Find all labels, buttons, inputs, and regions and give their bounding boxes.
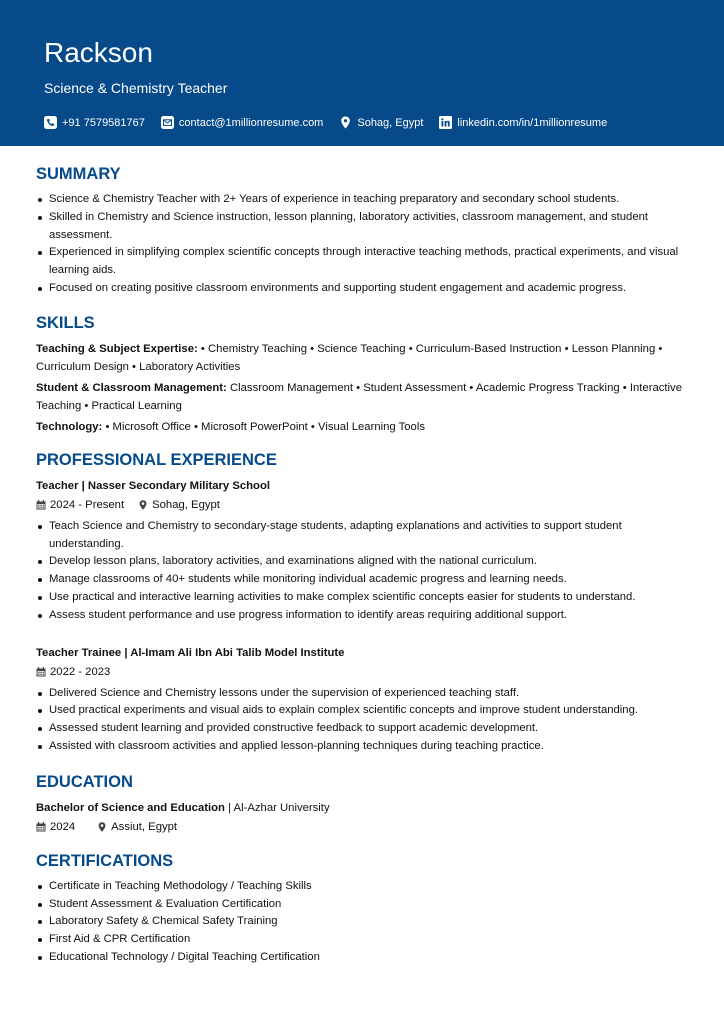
experience-section (36, 450, 688, 756)
resume-body (0, 164, 724, 967)
job-duty: Manage classrooms of 40+ students while monitoring individual academic progress and learning needs. (36, 571, 688, 589)
phone-text: +91 7579581767 (62, 116, 145, 129)
job-location: Sohag, Egypt (152, 498, 220, 511)
job-duty: Used practical experiments and visual aids to explain complex scientific concepts and improve student understanding. (36, 702, 688, 720)
education-section (36, 772, 688, 835)
location-text: Sohag, Egypt (357, 116, 424, 129)
skill-group-label: Student & Classroom Management: (36, 381, 227, 394)
job-dates: 2022 - 2023 (50, 665, 111, 678)
certifications-list (36, 878, 688, 967)
job-duty: Teach Science and Chemistry to secondary-stage students, adapting explanations and activities to support student understanding. (36, 518, 688, 554)
certification-item: Student Assessment & Evaluation Certification (36, 896, 688, 914)
contact-bar (44, 116, 623, 129)
skill-group-label: Technology: (36, 420, 103, 433)
calendar-icon (36, 667, 46, 677)
phone-icon (44, 116, 57, 129)
candidate-title: Science & Chemistry Teacher (44, 80, 228, 96)
location-pin-icon (97, 822, 107, 832)
summary-list (36, 191, 688, 298)
job-duty: Develop lesson plans, laboratory activities, and examinations aligned with the national curriculum. (36, 553, 688, 571)
certifications-section (36, 851, 688, 967)
job-title: Teacher | Nasser Secondary Military School (36, 479, 271, 492)
skill-group (36, 379, 688, 415)
job-duties (36, 518, 688, 625)
summary-heading: SUMMARY (36, 165, 121, 183)
certification-item: First Aid & CPR Certification (36, 931, 688, 949)
skill-group (36, 340, 688, 376)
skill-group-label: Teaching & Subject Expertise: (36, 342, 198, 355)
job-duty: Delivered Science and Chemistry lessons under the supervision of experienced teaching staff. (36, 685, 688, 703)
job-duty: Assess student performance and use progress information to identify areas requiring additional support. (36, 607, 688, 625)
skills-heading: SKILLS (36, 313, 95, 332)
certification-item: Certificate in Teaching Methodology / Teaching Skills (36, 878, 688, 896)
skill-group (36, 418, 688, 436)
contact-email[interactable] (161, 116, 323, 129)
job-meta (36, 497, 688, 513)
location-pin-icon (138, 500, 148, 510)
certification-item: Laboratory Safety & Chemical Safety Training (36, 913, 688, 931)
job-duties (36, 685, 688, 756)
summary-item: Experienced in simplifying complex scientific concepts through interactive teaching methods, practical experiments, and visual learning aids. (36, 244, 688, 280)
summary-item: Focused on creating positive classroom environments and supporting student engagement and academic progress. (36, 280, 688, 298)
job-entry (36, 645, 688, 756)
summary-section (36, 164, 688, 298)
summary-item: Skilled in Chemistry and Science instruction, lesson planning, laboratory activities, classroom management, and student assessment. (36, 209, 688, 245)
skills-section (36, 313, 688, 436)
linkedin-icon (439, 116, 452, 129)
skill-group-text: • Chemistry Teaching • Science Teaching • Curriculum-Based Instruction • Lesson Planning • Curriculum Design • Laboratory Activities (36, 342, 663, 373)
job-dates: 2024 - Present (50, 498, 125, 511)
education-entry (36, 800, 688, 816)
job-duty: Assisted with classroom activities and applied lesson-planning techniques during teaching practice. (36, 738, 688, 756)
calendar-icon (36, 822, 46, 832)
education-location: Assiut, Egypt (111, 820, 178, 833)
job-duty: Use practical and interactive learning activities to make complex scientific concepts easier for students to understand. (36, 589, 688, 607)
degree: Bachelor of Science and Education (36, 801, 225, 814)
skill-group-text: • Microsoft Office • Microsoft PowerPoint • Visual Learning Tools (102, 420, 425, 433)
education-heading: EDUCATION (36, 772, 133, 791)
email-icon (161, 116, 174, 129)
experience-heading: PROFESSIONAL EXPERIENCE (36, 450, 277, 469)
calendar-icon (36, 500, 46, 510)
location-pin-icon (339, 116, 352, 129)
linkedin-text: linkedin.com/in/1millionresume (457, 116, 608, 129)
job-entry (36, 478, 688, 625)
education-year: 2024 (50, 820, 76, 833)
candidate-name: Rackson (44, 37, 153, 68)
education-meta (36, 819, 688, 835)
skill-group-text: Classroom Management • Student Assessment • Academic Progress Tracking • Interactive Teaching • Practical Learning (36, 381, 682, 412)
resume-header (0, 0, 724, 146)
job-title: Teacher Trainee | Al-Imam Ali Ibn Abi Talib Model Institute (36, 646, 345, 659)
job-meta (36, 664, 688, 680)
email-text: contact@1millionresume.com (178, 116, 324, 129)
contact-phone[interactable] (44, 116, 145, 129)
certification-item: Educational Technology / Digital Teaching Certification (36, 949, 688, 967)
contact-linkedin[interactable] (439, 116, 607, 129)
certifications-heading: CERTIFICATIONS (36, 851, 174, 870)
job-duty: Assessed student learning and provided constructive feedback to support academic development. (36, 720, 688, 738)
contact-location (339, 116, 423, 129)
institution: | Al-Azhar University (224, 801, 330, 814)
summary-item: Science & Chemistry Teacher with 2+ Years of experience in teaching preparatory and secondary school students. (36, 191, 688, 209)
